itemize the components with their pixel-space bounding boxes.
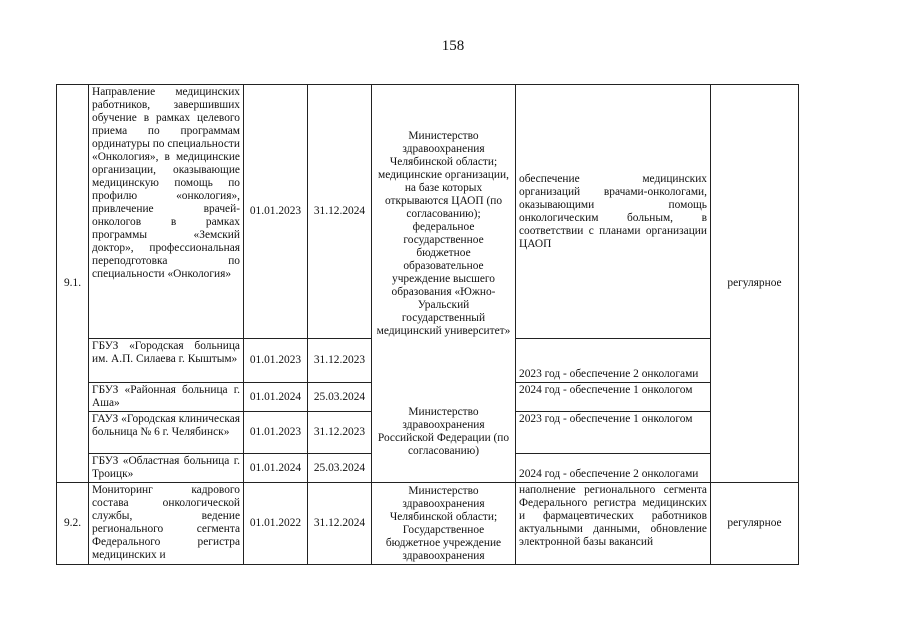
expected-result: обеспечение медицинских организаций врачами-онкологами, оказывающими помощь онкологическим больным, в соответствии с планами организации ЦАОП [516, 85, 711, 339]
start-date: 01.01.2023 [244, 412, 308, 454]
sub-description: ГБУЗ «Областная больница г. Троицк» [89, 454, 244, 483]
responsible-orgs-text: Министерство здравоохранения Челябинской области; медицинские организации, на базе которых открываются ЦАОП (по согласованию); федеральное государственное бюджетное образовательное учреждение высшего образования «Южно-Уральский государственный медицинский университет» [376, 129, 511, 337]
responsible-orgs [372, 85, 516, 383]
start-date: 01.01.2023 [244, 85, 308, 339]
responsible-orgs-federal [372, 383, 516, 483]
responsible-orgs-federal-text: Министерство здравоохранения Российской Федерации (по согласованию) [377, 406, 510, 458]
end-date: 25.03.2024 [308, 383, 372, 412]
sub-result: 2023 год - обеспечение 2 онкологами [516, 339, 711, 383]
start-date: 01.01.2024 [244, 454, 308, 483]
start-date: 01.01.2022 [244, 483, 308, 565]
frequency: регулярное [711, 85, 799, 483]
sub-result: 2023 год - обеспечение 1 онкологом [516, 412, 711, 454]
end-date: 31.12.2024 [308, 85, 372, 339]
table-row [57, 85, 799, 339]
item-description: Мониторинг кадрового состава онкологической службы, ведение регионального сегмента Федерального регистра медицинских и [89, 483, 244, 565]
start-date: 01.01.2023 [244, 339, 308, 383]
table-row [57, 483, 799, 565]
item-number: 9.2. [57, 483, 89, 565]
sub-description: ГБУЗ «Городская больница им. А.П. Силаева г. Кыштым» [89, 339, 244, 383]
end-date: 31.12.2023 [308, 412, 372, 454]
table-row [57, 383, 799, 412]
expected-result: наполнение регионального сегмента Федерального регистра медицинских и фармацевтических работников актуальными данными, обновление электронной базы вакансий [516, 483, 711, 565]
page-number: 158 [441, 38, 465, 54]
sub-result: 2024 год - обеспечение 2 онкологами [516, 454, 711, 483]
end-date: 31.12.2023 [308, 339, 372, 383]
sub-result: 2024 год - обеспечение 1 онкологом [516, 383, 711, 412]
sub-description: ГАУЗ «Городская клиническая больница № 6 г. Челябинск» [89, 412, 244, 454]
frequency: регулярное [711, 483, 799, 565]
item-number: 9.1. [57, 85, 89, 483]
item-description: Направление медицинских работников, завершивших обучение в рамках целевого приема по программам ординатуры по специальности «Онкология», в медицинские организации, оказывающие медицинскую помощь по профилю «онкология», привлечение врачей-онкологов в рамках программы «Земский доктор», профессиональная переподготовка по специальности «Онкология» [89, 85, 244, 339]
end-date: 25.03.2024 [308, 454, 372, 483]
plan-table [56, 84, 799, 565]
start-date: 01.01.2024 [244, 383, 308, 412]
sub-description: ГБУЗ «Районная больница г. Аша» [89, 383, 244, 412]
responsible-orgs: Министерство здравоохранения Челябинской области; Государственное бюджетное учреждение здравоохранения [372, 483, 516, 565]
end-date: 31.12.2024 [308, 483, 372, 565]
